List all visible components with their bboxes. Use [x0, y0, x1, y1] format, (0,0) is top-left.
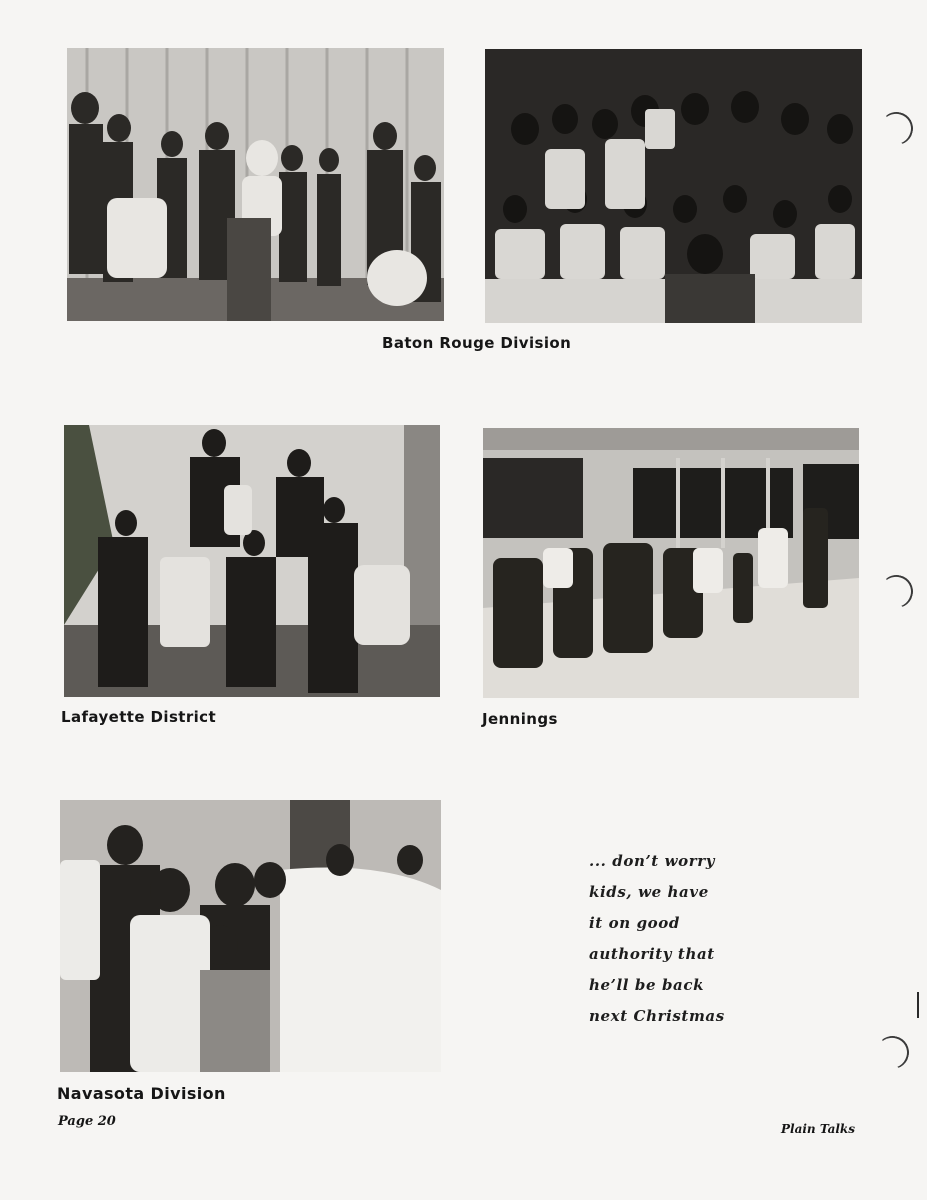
quote-line: it on good	[589, 914, 680, 932]
edge-mark	[917, 992, 919, 1018]
quote-line: authority that	[589, 945, 715, 963]
quote-line: he’ll be back	[589, 976, 705, 994]
binder-hole	[876, 571, 916, 611]
binder-hole	[872, 1032, 912, 1072]
page-number: Page 20	[58, 1114, 116, 1129]
caption-lafayette: Lafayette District	[61, 708, 217, 726]
photo-navasota	[60, 800, 441, 1072]
caption-jennings: Jennings	[482, 710, 558, 728]
quote-line: ... don’t worry	[589, 852, 716, 870]
photo-baton-rouge-crowd	[485, 49, 862, 323]
publication-name: Plain Talks	[781, 1122, 856, 1136]
photo-jennings	[483, 428, 859, 698]
caption-navasota: Navasota Division	[57, 1084, 226, 1103]
quote-text	[589, 846, 829, 1032]
caption-baton-rouge: Baton Rouge Division	[382, 334, 572, 352]
binder-hole	[876, 108, 916, 148]
photo-lafayette	[64, 425, 440, 697]
quote-line: kids, we have	[589, 883, 709, 901]
photo-baton-rouge-stage	[67, 48, 444, 321]
quote-line: next Christmas	[589, 1007, 725, 1025]
